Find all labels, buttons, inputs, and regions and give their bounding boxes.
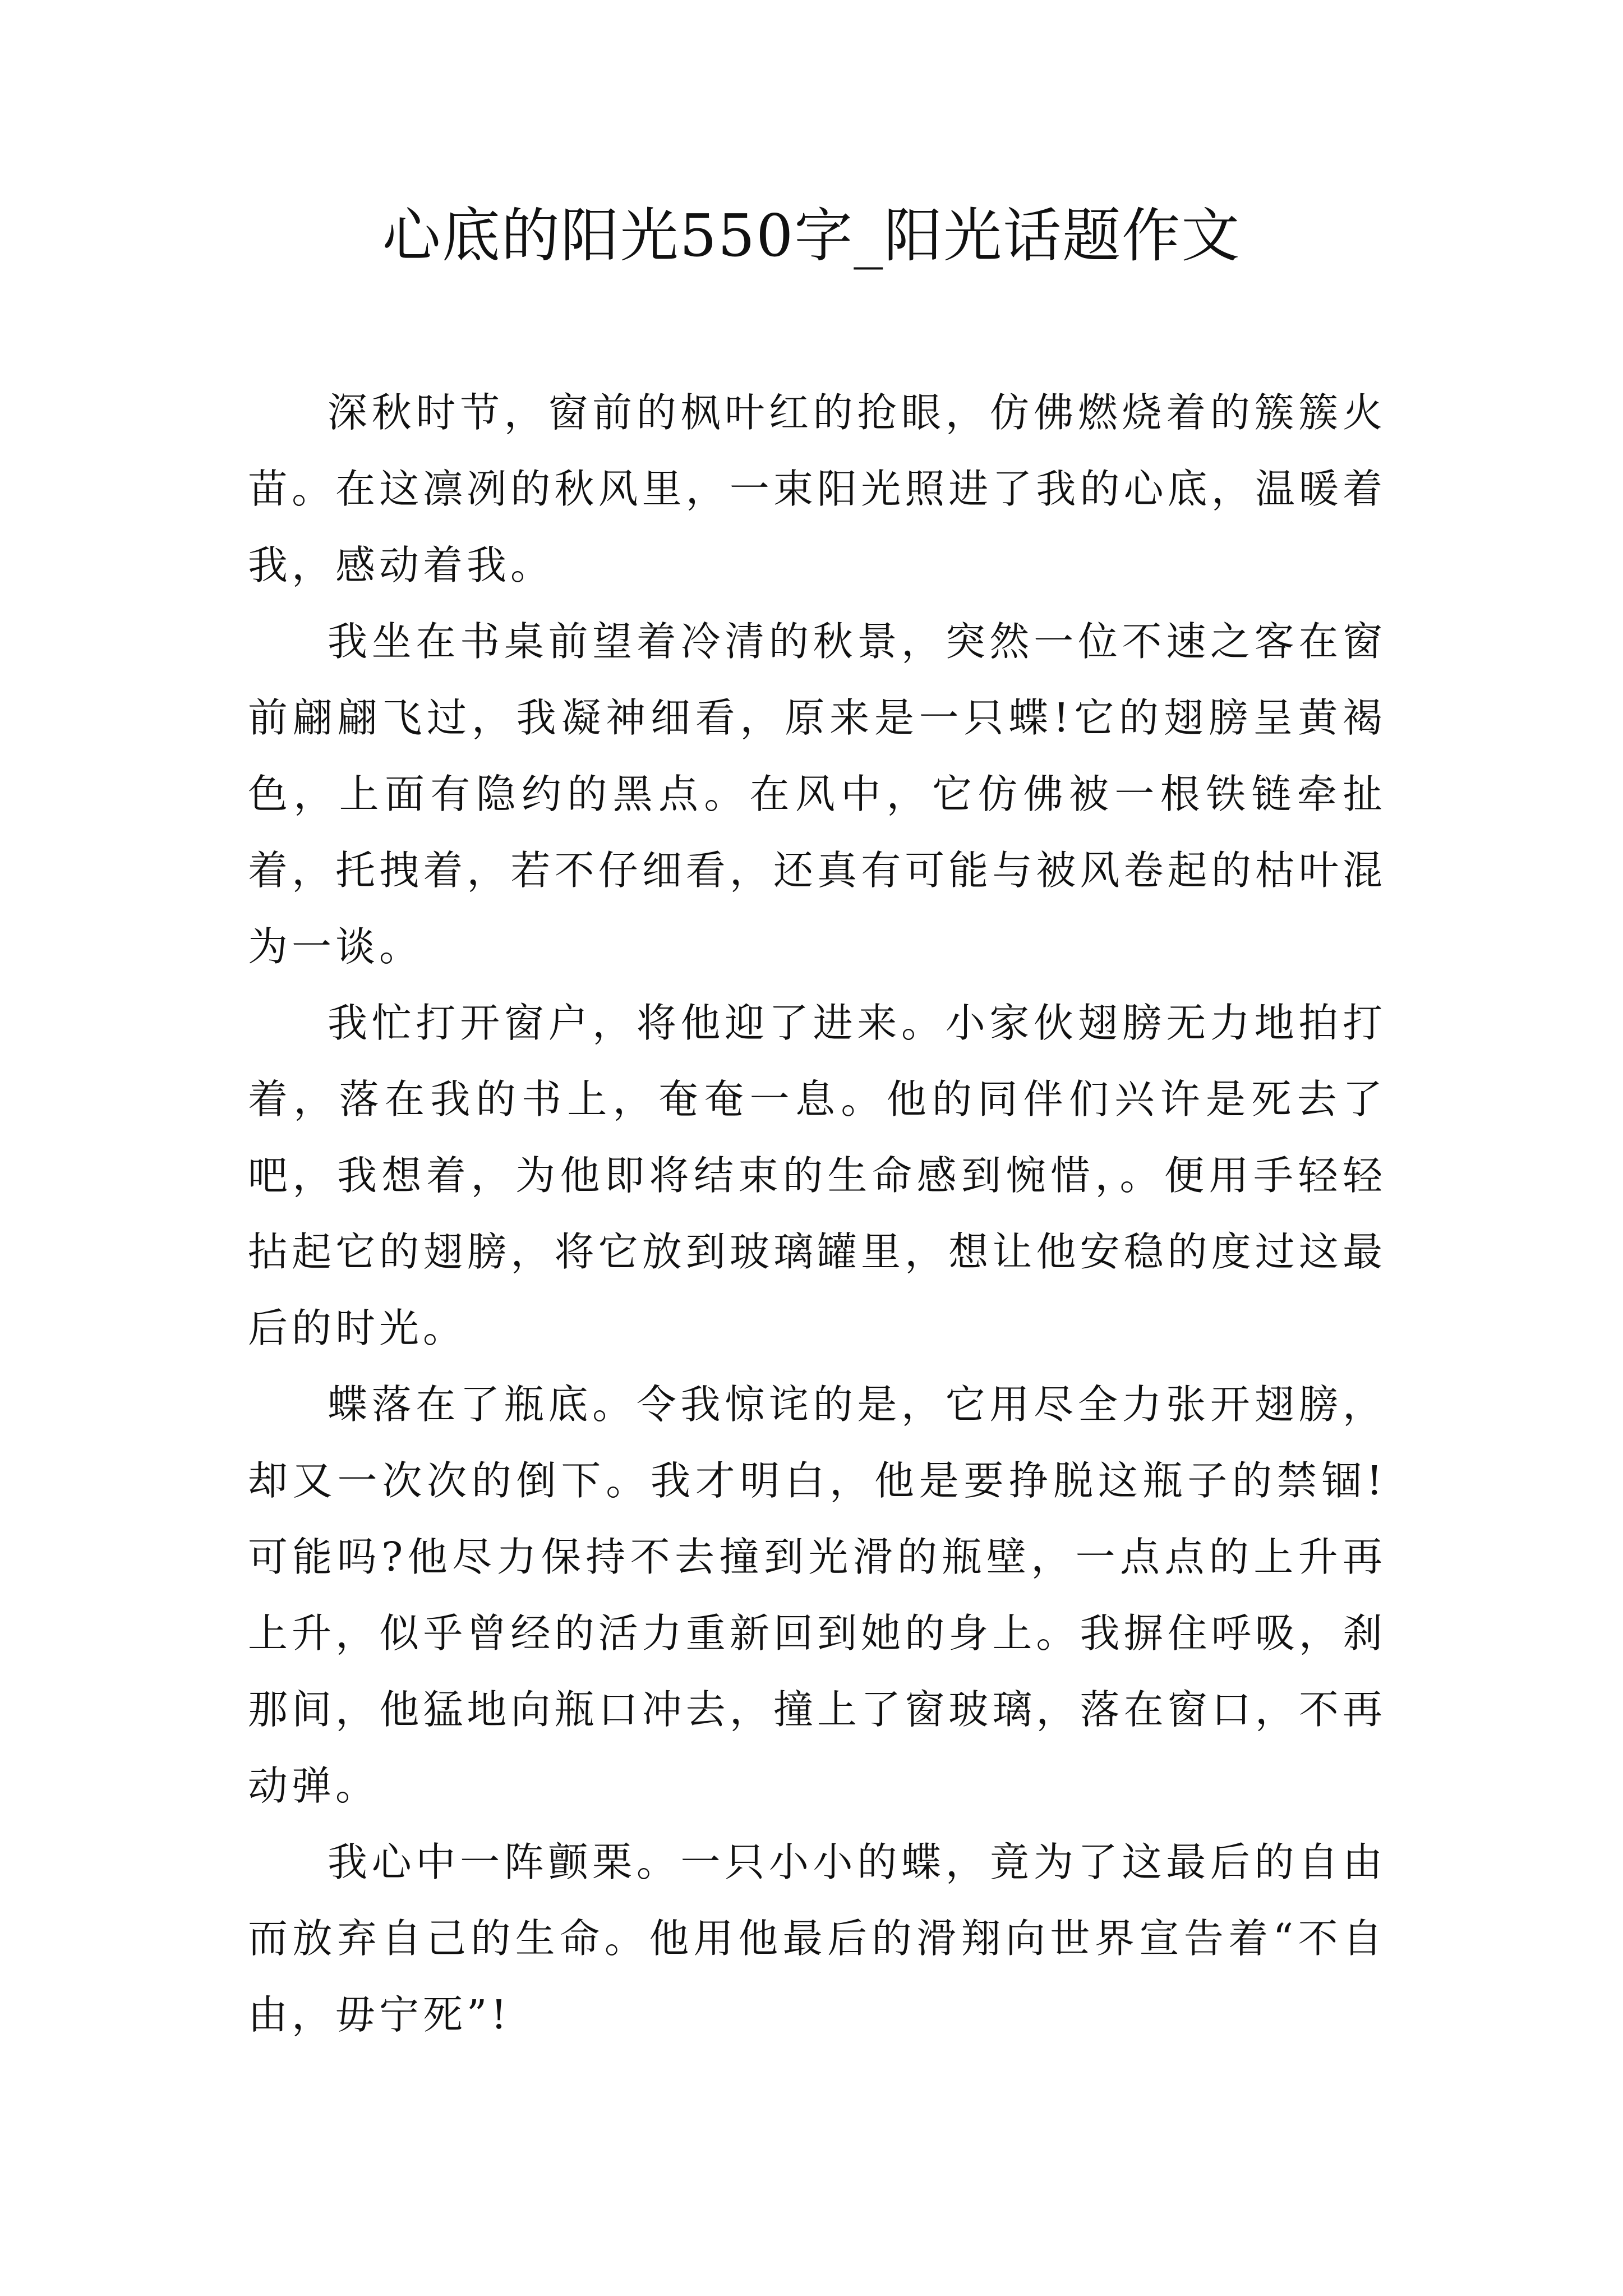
paragraph-2: 我坐在书桌前望着冷清的秋景，突然一位不速之客在窗前翩翩飞过，我凝神细看，原来是一只蝶!它的翅膀呈黄褐色，上面有隐约的黑点。在风中，它仿佛被一根铁链牵扯着，托拽着，若不仔细看，还真有可能与被风卷起的枯叶混为一谈。 — [248, 618, 1386, 970]
paragraph-1: 深秋时节，窗前的枫叶红的抢眼，仿佛燃烧着的簇簇火苗。在这凛冽的秋风里，一束阳光照进了我的心底，温暖着我，感动着我。 — [248, 389, 1386, 588]
document-title: 心底的阳光550字_阳光话题作文 — [382, 201, 1241, 270]
paragraph-4: 蝶落在了瓶底。令我惊诧的是，它用尽全力张开翅膀，却又一次次的倒下。我才明白，他是要挣脱这瓶子的禁锢!可能吗?他尽力保持不去撞到光滑的瓶壁，一点点的上升再上升，似乎曾经的活力重新回到她的身上。我摒住呼吸，刹那间，他猛地向瓶口冲去，撞上了窗玻璃，落在窗口，不再动弹。 — [248, 1381, 1386, 1809]
paragraph-3: 我忙打开窗户，将他迎了进来。小家伙翅膀无力地拍打着，落在我的书上，奄奄一息。他的同伴们兴许是死去了吧，我想着，为他即将结束的生命感到惋惜，。便用手轻轻拈起它的翅膀，将它放到玻璃罐里，想让他安稳的度过这最后的时光。 — [248, 1000, 1386, 1351]
document-body — [248, 375, 1386, 2053]
paragraph-5: 我心中一阵颤栗。一只小小的蝶，竟为了这最后的自由而放弃自己的生命。他用他最后的滑翔向世界宣告着“不自由，毋宁死”! — [248, 1839, 1386, 2038]
